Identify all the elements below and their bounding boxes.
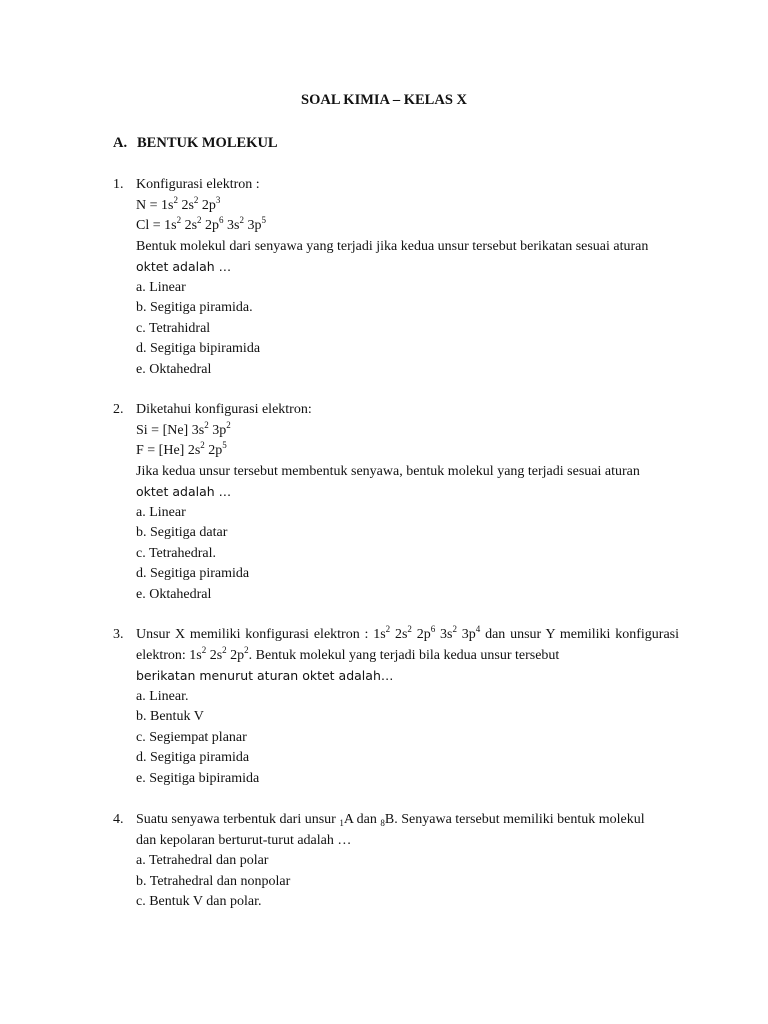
question-text: Suatu senyawa terbentuk dari unsur $_1$A dan $_8$B. Senyawa tersebut memiliki bentuk molekul: [136, 812, 645, 828]
question-1: [113, 175, 679, 380]
question-2: [113, 400, 679, 605]
answer-option[interactable]: b. Segitiga datar: [136, 525, 228, 540]
question-3: [113, 625, 679, 789]
config-line: F = [He] $2s^2$ $2p^5$: [136, 440, 227, 458]
config-line: $Cl = 1s^2$ $2s^2$ $2p^6$ $3s^2$ $3p^5$: [136, 215, 266, 233]
section-heading: [113, 135, 278, 152]
answer-option[interactable]: c. Segiempat planar: [136, 729, 247, 745]
question-intro: Diketahui konfigurasi elektron:: [136, 402, 312, 417]
answer-option[interactable]: d. Segitiga piramida: [136, 566, 250, 581]
question-intro: Konfigurasi elektron :: [136, 177, 260, 192]
question-tail: dan kepolaran berturut-turut adalah …: [136, 832, 352, 848]
question-4: [113, 810, 679, 913]
answer-option[interactable]: a. Linear.: [136, 688, 189, 704]
answer-option[interactable]: c. Bentuk V dan polar.: [136, 894, 262, 909]
question-tail: oktet adalah …: [136, 484, 232, 499]
config-line: Si = [Ne] $3s^2$ $3p^2$: [136, 419, 231, 438]
question-number: 4.: [113, 812, 124, 827]
question-number: 2.: [113, 402, 124, 417]
answer-option[interactable]: e. Segitiga bipiramida: [136, 770, 260, 786]
section-title: BENTUK MOLEKUL: [137, 135, 278, 151]
answer-option[interactable]: a. Tetrahedral dan polar: [136, 853, 269, 868]
question-tail: berikatan menurut aturan oktet adalah…: [136, 668, 394, 683]
config-line: $N = 1s^2$ $2s^2$ $2p^3$: [136, 194, 221, 213]
answer-option[interactable]: c. Tetrahedral.: [136, 545, 216, 561]
question-number: 3.: [113, 627, 124, 642]
section-letter: A.: [113, 135, 128, 151]
answer-option[interactable]: d. Segitiga piramida: [136, 750, 250, 765]
answer-option[interactable]: b. Segitiga piramida.: [136, 300, 253, 315]
question-tail: oktet adalah …: [136, 259, 232, 274]
answer-option[interactable]: b. Tetrahedral dan nonpolar: [136, 873, 291, 889]
question-text: Jika kedua unsur tersebut membentuk senyawa, bentuk molekul yang terjadi sesuai aturan: [136, 463, 640, 479]
answer-option[interactable]: a. Linear: [136, 279, 186, 295]
answer-option[interactable]: d. Segitiga bipiramida: [136, 341, 261, 356]
question-text: Bentuk molekul dari senyawa yang terjadi jika kedua unsur tersebut berikatan sesuai aturan: [136, 238, 649, 254]
answer-option[interactable]: a. Linear: [136, 504, 186, 520]
answer-option[interactable]: e. Oktahedral: [136, 586, 212, 602]
question-text: Unsur X memiliki konfigurasi elektron : $1s^2$ $2s^2$ $2p^6$ $3s^2$ $3p^4$ dan unsur Y memiliki konfigurasi elektron: $1s^2$ $2s^2$ $2p^2$. Bentuk molekul yang terjadi bila kedua unsur tersebut: [136, 624, 680, 663]
question-number: 1.: [113, 177, 124, 192]
page-title: SOAL KIMIA – KELAS X: [301, 92, 467, 108]
answer-option[interactable]: e. Oktahedral: [136, 361, 212, 377]
answer-option[interactable]: c. Tetrahidral: [136, 320, 211, 336]
answer-option[interactable]: b. Bentuk V: [136, 709, 204, 724]
